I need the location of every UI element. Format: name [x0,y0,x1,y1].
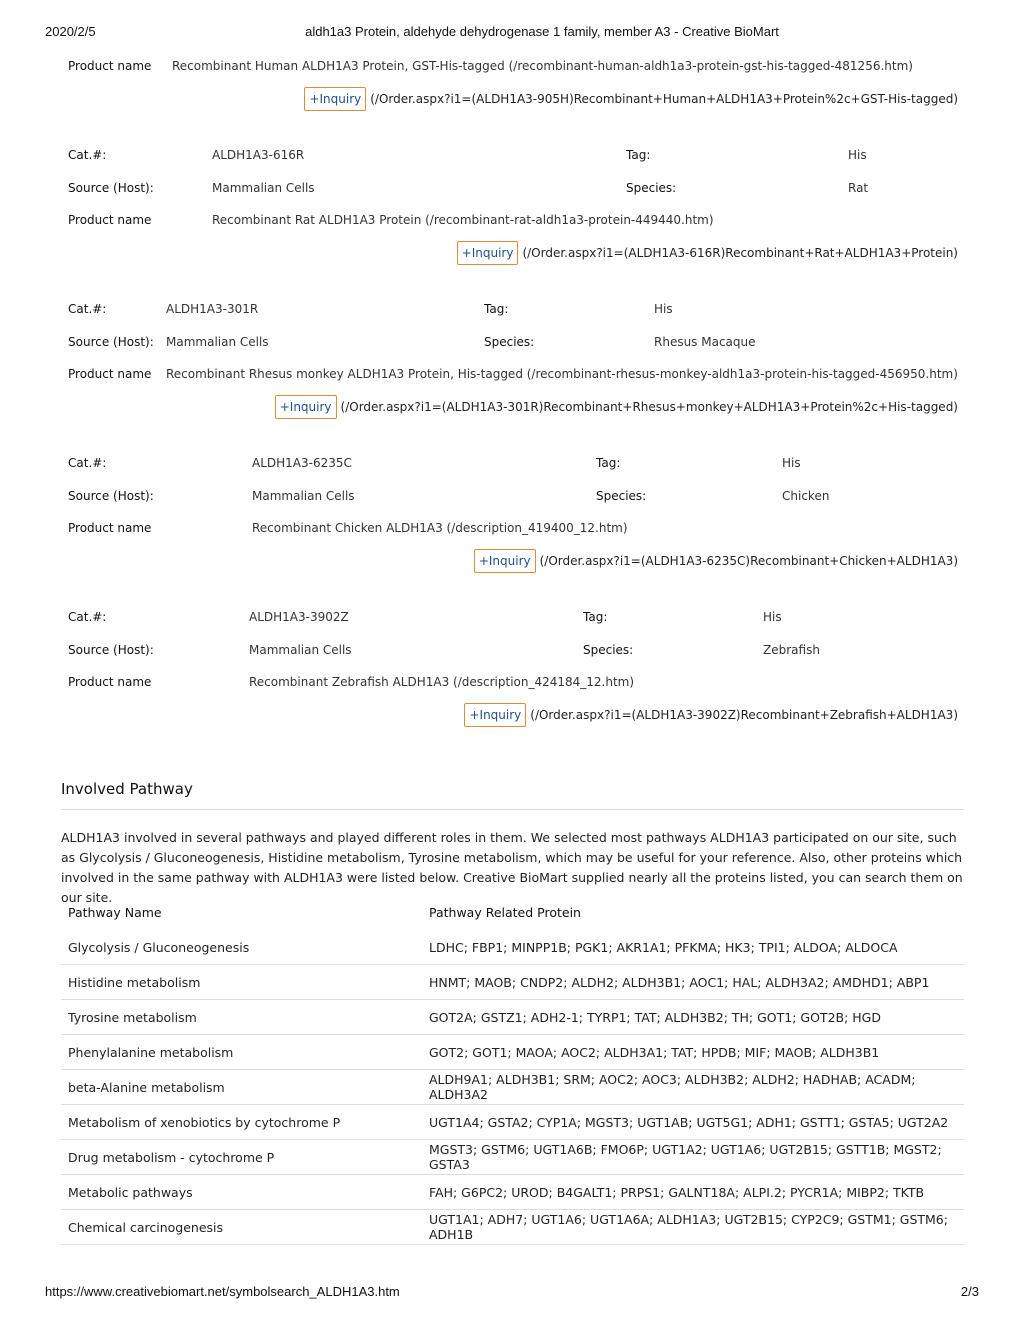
species-value: Chicken [782,489,830,503]
pathway-proteins: MGST3; GSTM6; UGT1A6B; FMO6P; UGT1A2; UGT1A6; UGT2B15; GSTT1B; MGST2; GSTA3 [422,1140,964,1175]
print-url: https://www.creativebiomart.net/symbolsearch_ALDH1A3.htm [45,1284,400,1299]
tag-label: Tag: [626,148,651,162]
product-name-label: Product name [68,675,152,689]
inquiry-url[interactable]: (/Order.aspx?i1=(ALDH1A3-3902Z)Recombinant+Zebrafish+ALDH1A3) [530,708,958,722]
pathway-name: Phenylalanine metabolism [61,1035,422,1070]
column-header: Pathway Name [61,895,422,930]
product-name-link[interactable]: Recombinant Human ALDH1A3 Protein, GST-His-tagged (/recombinant-human-aldh1a3-protein-gst-his-tagged-481256.htm) [172,59,913,73]
pathway-proteins: UGT1A1; ADH7; UGT1A6; UGT1A6A; ALDH1A3; UGT2B15; CYP2C9; GSTM1; GSTM6; ADH1B [422,1210,964,1245]
inquiry-line [474,548,958,574]
pathway-proteins: UGT1A4; GSTA2; CYP1A; MGST3; UGT1AB; UGT5G1; ADH1; GSTT1; GSTA5; UGT2A2 [422,1105,964,1140]
table-row [61,930,964,965]
inquiry-button[interactable]: +Inquiry [464,703,526,727]
species-label: Species: [484,335,535,349]
product-name-label: Product name [68,367,152,381]
section-divider [61,809,964,810]
cat-value: ALDH1A3-301R [166,302,259,316]
table-row [61,1035,964,1070]
product-name-link[interactable]: Recombinant Zebrafish ALDH1A3 (/description_424184_12.htm) [249,675,635,689]
species-value: Rat [848,181,869,195]
inquiry-url[interactable]: (/Order.aspx?i1=(ALDH1A3-301R)Recombinant+Rhesus+monkey+ALDH1A3+Protein%2c+His-tagged) [340,400,958,414]
pathway-proteins: FAH; G6PC2; UROD; B4GALT1; PRPS1; GALNT18A; ALPI.2; PYCR1A; MIBP2; TKTB [422,1175,964,1210]
print-footer [45,1284,979,1302]
pathway-proteins: GOT2; GOT1; MAOA; AOC2; ALDH3A1; TAT; HPDB; MIF; MAOB; ALDH3B1 [422,1035,964,1070]
inquiry-line [275,394,958,420]
tag-value: His [848,148,867,162]
inquiry-button[interactable]: +Inquiry [275,395,337,419]
product-name-label: Product name [68,59,152,73]
table-row [61,1140,964,1175]
source-label: Source (Host): [68,335,154,349]
pathway-table [61,895,964,1245]
cat-label: Cat.#: [68,456,107,470]
tag-value: His [763,610,782,624]
pathway-proteins: GOT2A; GSTZ1; ADH2-1; TYRP1; TAT; ALDH3B2; TH; GOT1; GOT2B; HGD [422,1000,964,1035]
pathway-name: Metabolic pathways [61,1175,422,1210]
inquiry-button[interactable]: +Inquiry [474,549,536,573]
page-number: 2/3 [960,1284,979,1299]
species-label: Species: [626,181,677,195]
cat-label: Cat.#: [68,302,107,316]
inquiry-url[interactable]: (/Order.aspx?i1=(ALDH1A3-616R)Recombinant+Rat+ALDH1A3+Protein) [522,246,958,260]
species-label: Species: [596,489,647,503]
source-label: Source (Host): [68,643,154,657]
cat-value: ALDH1A3-6235C [252,456,352,470]
tag-label: Tag: [596,456,621,470]
product-name-link[interactable]: Recombinant Rat ALDH1A3 Protein (/recombinant-rat-aldh1a3-protein-449440.htm) [212,213,714,227]
inquiry-url[interactable]: (/Order.aspx?i1=(ALDH1A3-6235C)Recombinant+Chicken+ALDH1A3) [539,554,958,568]
product-name-link[interactable]: Recombinant Chicken ALDH1A3 (/description_419400_12.htm) [252,521,628,535]
product-name-label: Product name [68,213,152,227]
table-row [61,1000,964,1035]
inquiry-button[interactable]: +Inquiry [304,87,366,111]
pathway-proteins: ALDH9A1; ALDH3B1; SRM; AOC2; AOC3; ALDH3B2; ALDH2; HADHAB; ACADM; ALDH3A2 [422,1070,964,1105]
tag-label: Tag: [484,302,509,316]
tag-value: His [782,456,801,470]
table-row [61,1210,964,1245]
pathway-name: Chemical carcinogenesis [61,1210,422,1245]
pathway-proteins: LDHC; FBP1; MINPP1B; PGK1; AKR1A1; PFKMA; HK3; TPI1; ALDOA; ALDOCA [422,930,964,965]
product-name-link[interactable]: Recombinant Rhesus monkey ALDH1A3 Protein, His-tagged (/recombinant-rhesus-monkey-aldh1a3-protein-his-tagged-456950.htm) [166,367,958,381]
species-value: Zebrafish [763,643,820,657]
pathway-intro: ALDH1A3 involved in several pathways and played different roles in them. We selected most pathways ALDH1A3 participated on our site, such as Glycolysis / Gluconeogenesis, Histidine metabolism, Tyrosine metabolism, which may be useful for your reference. Also, other proteins which involved in the same pathway with ALDH1A3 were listed below. Creative BioMart supplied nearly all the proteins listed, you can search them on our site. [61,830,963,905]
pathway-name: Tyrosine metabolism [61,1000,422,1035]
inquiry-line [457,240,958,266]
table-row [61,965,964,1000]
cat-value: ALDH1A3-616R [212,148,305,162]
inquiry-url[interactable]: (/Order.aspx?i1=(ALDH1A3-905H)Recombinant+Human+ALDH1A3+Protein%2c+GST-His-tagged) [370,92,958,106]
pathway-name: Glycolysis / Gluconeogenesis [61,930,422,965]
source-value: Mammalian Cells [252,489,355,503]
section-title: Involved Pathway [61,780,193,798]
table-header-row [61,895,964,930]
table-row [61,1105,964,1140]
source-label: Source (Host): [68,181,154,195]
cat-value: ALDH1A3-3902Z [249,610,349,624]
cat-label: Cat.#: [68,148,107,162]
print-header [45,24,979,42]
inquiry-line [464,702,958,728]
pathway-name: beta-Alanine metabolism [61,1070,422,1105]
print-date: 2020/2/5 [45,24,96,39]
cat-label: Cat.#: [68,610,107,624]
pathway-name: Drug metabolism - cytochrome P [61,1140,422,1175]
inquiry-line [304,86,958,112]
pathway-name: Metabolism of xenobiotics by cytochrome P [61,1105,422,1140]
column-header: Pathway Related Protein [422,895,964,930]
product-name-label: Product name [68,521,152,535]
source-value: Mammalian Cells [249,643,352,657]
tag-label: Tag: [583,610,608,624]
tag-value: His [654,302,673,316]
source-label: Source (Host): [68,489,154,503]
source-value: Mammalian Cells [212,181,315,195]
pathway-name: Histidine metabolism [61,965,422,1000]
table-row [61,1175,964,1210]
table-row [61,1070,964,1105]
source-value: Mammalian Cells [166,335,269,349]
pathway-proteins: HNMT; MAOB; CNDP2; ALDH2; ALDH3B1; AOC1; HAL; ALDH3A2; AMDHD1; ABP1 [422,965,964,1000]
print-title: aldh1a3 Protein, aldehyde dehydrogenase 1 family, member A3 - Creative BioMart [305,24,779,39]
inquiry-button[interactable]: +Inquiry [457,241,519,265]
species-label: Species: [583,643,634,657]
species-value: Rhesus Macaque [654,335,756,349]
